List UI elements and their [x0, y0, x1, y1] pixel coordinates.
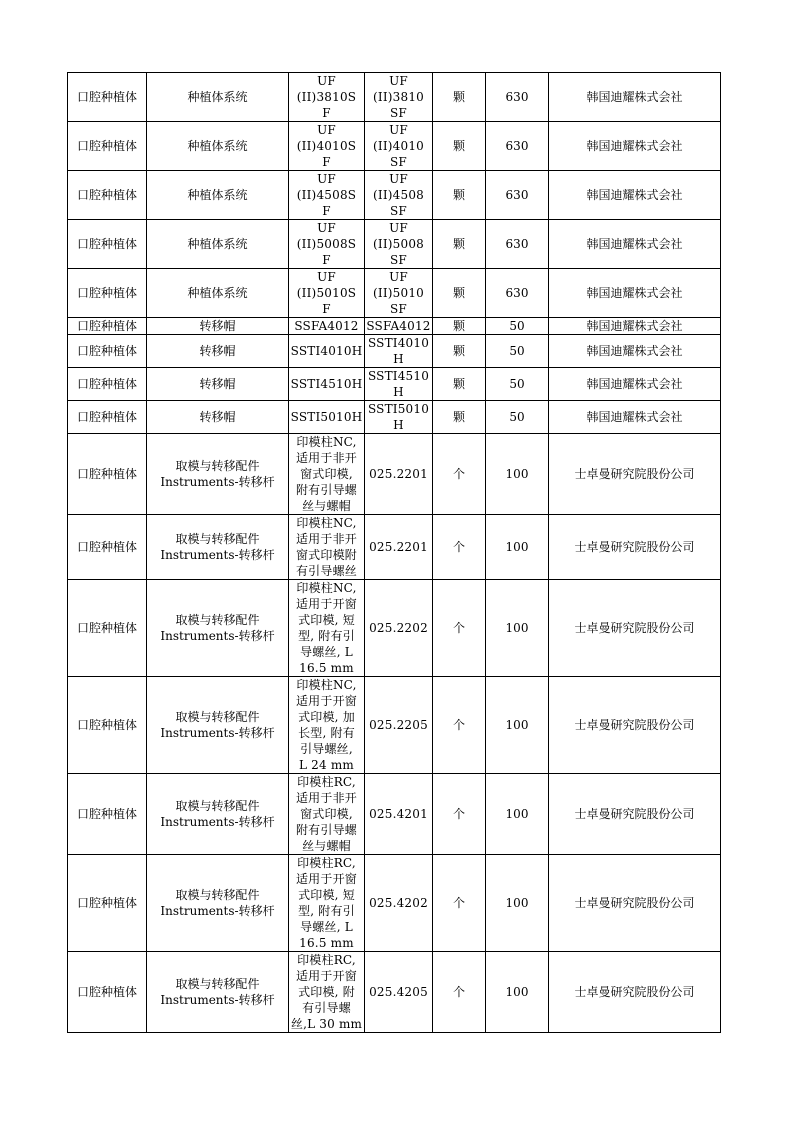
unit-cell	[433, 401, 486, 434]
product-name-cell	[147, 220, 289, 269]
category-cell-text: 口腔种植体	[76, 319, 137, 333]
category-cell	[68, 269, 147, 318]
price-cell-text: 630	[505, 139, 529, 153]
product-name-cell	[147, 401, 289, 434]
manufacturer-cell	[549, 677, 721, 774]
table-row	[68, 677, 721, 774]
manufacturer-cell-text: 韩国迪耀株式会社	[586, 344, 683, 358]
price-cell-text: 50	[509, 319, 525, 333]
spec-cell-text: UF (II)3810S F	[296, 74, 357, 120]
table-row	[68, 269, 721, 318]
product-name-cell	[147, 952, 289, 1033]
manufacturer-cell	[549, 335, 721, 368]
spec-cell	[289, 171, 365, 220]
category-cell-text: 口腔种植体	[76, 410, 137, 424]
price-cell	[486, 774, 549, 855]
spec-cell	[289, 401, 365, 434]
manufacturer-cell	[549, 952, 721, 1033]
unit-cell-text: 颗	[452, 286, 465, 300]
table-row	[68, 171, 721, 220]
manufacturer-cell	[549, 515, 721, 580]
unit-cell	[433, 318, 486, 335]
table-row	[68, 580, 721, 677]
product-name-cell	[147, 855, 289, 952]
manufacturer-cell-text: 韩国迪耀株式会社	[586, 90, 683, 104]
model-cell-text: UF (II)4508 SF	[373, 172, 424, 218]
price-cell	[486, 171, 549, 220]
category-cell	[68, 73, 147, 122]
price-cell-text: 630	[505, 286, 529, 300]
spec-cell-text: SSTI4510H	[290, 377, 363, 391]
price-cell	[486, 73, 549, 122]
category-cell	[68, 220, 147, 269]
price-cell	[486, 952, 549, 1033]
category-cell	[68, 580, 147, 677]
manufacturer-cell-text: 士卓曼研究院股份公司	[574, 718, 695, 732]
spec-cell-text: 印模柱NC, 适用于非开 窗式印模, 附有引导螺 丝与螺帽	[295, 435, 357, 513]
price-cell-text: 100	[505, 985, 529, 999]
unit-cell-text: 个	[452, 985, 465, 999]
product-name-cell-text: 种植体系统	[187, 286, 248, 300]
category-cell	[68, 335, 147, 368]
price-cell-text: 100	[505, 718, 529, 732]
table-row	[68, 774, 721, 855]
spec-cell	[289, 318, 365, 335]
price-cell	[486, 580, 549, 677]
price-cell	[486, 269, 549, 318]
manufacturer-cell-text: 韩国迪耀株式会社	[586, 139, 683, 153]
model-cell-text: SSTI4510H	[367, 369, 430, 399]
product-name-cell-text: 种植体系统	[187, 90, 248, 104]
price-cell	[486, 855, 549, 952]
model-cell-text: SSFA4012	[366, 319, 431, 333]
product-name-cell	[147, 171, 289, 220]
category-cell	[68, 171, 147, 220]
unit-cell-text: 颗	[452, 377, 465, 391]
unit-cell-text: 颗	[452, 410, 465, 424]
model-cell	[365, 368, 433, 401]
spec-cell-text: SSFA4012	[294, 319, 359, 333]
category-cell-text: 口腔种植体	[76, 188, 137, 202]
price-cell	[486, 515, 549, 580]
product-name-cell-text: 取模与转移配件 Instruments-转移杆	[160, 888, 275, 918]
category-cell-text: 口腔种植体	[76, 896, 137, 910]
spec-cell-text: 印模柱RC, 适用于开窗 式印模, 附 有引导螺 丝,L 30 mm	[290, 953, 363, 1031]
model-cell-text: SSTI5010H	[367, 402, 430, 432]
price-cell-text: 630	[505, 188, 529, 202]
category-cell	[68, 318, 147, 335]
category-cell	[68, 515, 147, 580]
model-cell	[365, 580, 433, 677]
manufacturer-cell	[549, 171, 721, 220]
model-cell-text: 025.4201	[369, 807, 428, 821]
price-cell-text: 100	[505, 896, 529, 910]
manufacturer-cell	[549, 73, 721, 122]
unit-cell	[433, 434, 486, 515]
spec-cell-text: SSTI5010H	[290, 410, 363, 424]
product-name-cell-text: 转移帽	[199, 377, 236, 391]
spec-cell	[289, 122, 365, 171]
price-cell-text: 630	[505, 90, 529, 104]
price-cell-text: 50	[509, 344, 525, 358]
product-name-cell-text: 取模与转移配件 Instruments-转移杆	[160, 532, 275, 562]
unit-cell-text: 颗	[452, 237, 465, 251]
price-cell	[486, 368, 549, 401]
product-name-cell	[147, 318, 289, 335]
spec-cell	[289, 335, 365, 368]
product-name-cell-text: 取模与转移配件 Instruments-转移杆	[160, 710, 275, 740]
unit-cell	[433, 677, 486, 774]
model-cell	[365, 171, 433, 220]
product-name-cell-text: 取模与转移配件 Instruments-转移杆	[160, 459, 275, 489]
manufacturer-cell	[549, 122, 721, 171]
product-name-cell	[147, 580, 289, 677]
spec-cell	[289, 952, 365, 1033]
table-row	[68, 515, 721, 580]
price-cell	[486, 122, 549, 171]
manufacturer-cell-text: 韩国迪耀株式会社	[586, 188, 683, 202]
price-cell-text: 100	[505, 807, 529, 821]
product-name-cell	[147, 677, 289, 774]
spec-cell-text: UF (II)4508S F	[296, 172, 357, 218]
category-cell-text: 口腔种植体	[76, 985, 137, 999]
model-cell	[365, 401, 433, 434]
product-price-table	[67, 72, 721, 1033]
category-cell	[68, 434, 147, 515]
category-cell	[68, 677, 147, 774]
spec-cell-text: 印模柱RC, 适用于非开 窗式印模, 附有引导螺 丝与螺帽	[295, 775, 357, 853]
product-name-cell-text: 取模与转移配件 Instruments-转移杆	[160, 799, 275, 829]
unit-cell-text: 个	[452, 467, 465, 481]
model-cell-text: 025.2201	[369, 540, 428, 554]
category-cell-text: 口腔种植体	[76, 286, 137, 300]
category-cell-text: 口腔种植体	[76, 344, 137, 358]
manufacturer-cell	[549, 401, 721, 434]
spec-cell-text: UF (II)5010S F	[296, 270, 357, 316]
product-name-cell	[147, 434, 289, 515]
model-cell-text: 025.2201	[369, 467, 428, 481]
manufacturer-cell-text: 士卓曼研究院股份公司	[574, 540, 695, 554]
unit-cell	[433, 122, 486, 171]
product-name-cell-text: 转移帽	[199, 410, 236, 424]
category-cell-text: 口腔种植体	[76, 540, 137, 554]
unit-cell	[433, 269, 486, 318]
model-cell	[365, 318, 433, 335]
model-cell-text: 025.4202	[369, 896, 428, 910]
spec-cell	[289, 855, 365, 952]
product-name-cell-text: 取模与转移配件 Instruments-转移杆	[160, 977, 275, 1007]
spec-cell	[289, 368, 365, 401]
product-name-cell	[147, 73, 289, 122]
price-cell-text: 50	[509, 410, 525, 424]
unit-cell	[433, 220, 486, 269]
manufacturer-cell-text: 韩国迪耀株式会社	[586, 410, 683, 424]
product-name-cell-text: 转移帽	[199, 319, 236, 333]
unit-cell	[433, 368, 486, 401]
price-cell-text: 100	[505, 621, 529, 635]
model-cell	[365, 335, 433, 368]
model-cell	[365, 515, 433, 580]
unit-cell-text: 颗	[452, 90, 465, 104]
manufacturer-cell-text: 韩国迪耀株式会社	[586, 377, 683, 391]
product-name-cell	[147, 269, 289, 318]
price-cell-text: 100	[505, 467, 529, 481]
model-cell	[365, 774, 433, 855]
unit-cell-text: 颗	[452, 139, 465, 153]
unit-cell	[433, 73, 486, 122]
unit-cell	[433, 335, 486, 368]
unit-cell	[433, 515, 486, 580]
product-name-cell-text: 取模与转移配件 Instruments-转移杆	[160, 613, 275, 643]
manufacturer-cell	[549, 580, 721, 677]
product-name-cell-text: 转移帽	[199, 344, 236, 358]
product-name-cell	[147, 335, 289, 368]
category-cell	[68, 122, 147, 171]
manufacturer-cell-text: 士卓曼研究院股份公司	[574, 896, 695, 910]
model-cell	[365, 73, 433, 122]
category-cell-text: 口腔种植体	[76, 621, 137, 635]
model-cell-text: UF (II)5010 SF	[373, 270, 424, 316]
unit-cell-text: 个	[452, 718, 465, 732]
category-cell-text: 口腔种植体	[76, 807, 137, 821]
spec-cell-text: 印模柱RC, 适用于开窗 式印模, 短 型, 附有引 导螺丝, L 16.5 mm	[295, 856, 357, 950]
category-cell	[68, 368, 147, 401]
manufacturer-cell-text: 士卓曼研究院股份公司	[574, 985, 695, 999]
model-cell-text: UF (II)5008 SF	[373, 221, 424, 267]
price-cell-text: 630	[505, 237, 529, 251]
category-cell	[68, 401, 147, 434]
product-name-cell	[147, 774, 289, 855]
spec-cell-text: UF (II)5008S F	[296, 221, 357, 267]
model-cell	[365, 434, 433, 515]
manufacturer-cell-text: 韩国迪耀株式会社	[586, 286, 683, 300]
unit-cell-text: 个	[452, 896, 465, 910]
manufacturer-cell-text: 士卓曼研究院股份公司	[574, 621, 695, 635]
table-row	[68, 335, 721, 368]
manufacturer-cell-text: 韩国迪耀株式会社	[586, 237, 683, 251]
manufacturer-cell	[549, 434, 721, 515]
unit-cell-text: 个	[452, 621, 465, 635]
model-cell-text: 025.2205	[369, 718, 428, 732]
model-cell	[365, 677, 433, 774]
manufacturer-cell	[549, 855, 721, 952]
price-cell	[486, 335, 549, 368]
spec-cell	[289, 73, 365, 122]
spec-cell	[289, 774, 365, 855]
category-cell	[68, 855, 147, 952]
category-cell	[68, 952, 147, 1033]
table-row	[68, 855, 721, 952]
unit-cell-text: 颗	[452, 188, 465, 202]
model-cell-text: UF (II)3810 SF	[373, 74, 424, 120]
manufacturer-cell-text: 韩国迪耀株式会社	[586, 319, 683, 333]
model-cell	[365, 269, 433, 318]
unit-cell-text: 颗	[452, 319, 465, 333]
spec-cell-text: SSTI4010H	[290, 344, 363, 358]
table-row	[68, 952, 721, 1033]
spec-cell-text: UF (II)4010S F	[296, 123, 357, 169]
spec-cell	[289, 220, 365, 269]
product-name-cell-text: 种植体系统	[187, 139, 248, 153]
product-name-cell-text: 种植体系统	[187, 188, 248, 202]
product-name-cell	[147, 368, 289, 401]
category-cell-text: 口腔种植体	[76, 90, 137, 104]
spec-cell-text: 印模柱NC, 适用于非开 窗式印模附 有引导螺丝	[295, 516, 357, 578]
product-name-cell-text: 种植体系统	[187, 237, 248, 251]
product-name-cell	[147, 515, 289, 580]
model-cell	[365, 220, 433, 269]
table-row	[68, 401, 721, 434]
price-cell	[486, 677, 549, 774]
price-cell-text: 100	[505, 540, 529, 554]
spec-cell	[289, 269, 365, 318]
table-row	[68, 73, 721, 122]
price-cell	[486, 220, 549, 269]
table-row	[68, 434, 721, 515]
model-cell	[365, 122, 433, 171]
manufacturer-cell-text: 士卓曼研究院股份公司	[574, 807, 695, 821]
table-row	[68, 122, 721, 171]
unit-cell	[433, 580, 486, 677]
price-cell	[486, 434, 549, 515]
manufacturer-cell	[549, 220, 721, 269]
model-cell-text: SSTI4010H	[367, 336, 430, 366]
table-body	[68, 73, 721, 1033]
unit-cell-text: 个	[452, 807, 465, 821]
unit-cell	[433, 171, 486, 220]
product-name-cell	[147, 122, 289, 171]
unit-cell-text: 颗	[452, 344, 465, 358]
spec-cell-text: 印模柱NC, 适用于开窗 式印模, 短 型, 附有引 导螺丝, L 16.5 mm	[295, 581, 357, 675]
spec-cell-text: 印模柱NC, 适用于开窗 式印模, 加 长型, 附有 引导螺丝, L 24 mm	[295, 678, 357, 772]
table-row	[68, 318, 721, 335]
manufacturer-cell	[549, 318, 721, 335]
manufacturer-cell	[549, 368, 721, 401]
spec-cell	[289, 580, 365, 677]
table-row	[68, 368, 721, 401]
category-cell	[68, 774, 147, 855]
manufacturer-cell-text: 士卓曼研究院股份公司	[574, 467, 695, 481]
model-cell-text: 025.4205	[369, 985, 428, 999]
spec-cell	[289, 434, 365, 515]
unit-cell	[433, 774, 486, 855]
spec-cell	[289, 677, 365, 774]
spec-cell	[289, 515, 365, 580]
table-row	[68, 220, 721, 269]
model-cell	[365, 952, 433, 1033]
unit-cell-text: 个	[452, 540, 465, 554]
manufacturer-cell	[549, 269, 721, 318]
model-cell-text: 025.2202	[369, 621, 428, 635]
category-cell-text: 口腔种植体	[76, 718, 137, 732]
category-cell-text: 口腔种植体	[76, 467, 137, 481]
model-cell-text: UF (II)4010 SF	[373, 123, 424, 169]
price-cell	[486, 318, 549, 335]
manufacturer-cell	[549, 774, 721, 855]
unit-cell	[433, 855, 486, 952]
unit-cell	[433, 952, 486, 1033]
price-cell	[486, 401, 549, 434]
category-cell-text: 口腔种植体	[76, 139, 137, 153]
model-cell	[365, 855, 433, 952]
price-cell-text: 50	[509, 377, 525, 391]
category-cell-text: 口腔种植体	[76, 237, 137, 251]
category-cell-text: 口腔种植体	[76, 377, 137, 391]
